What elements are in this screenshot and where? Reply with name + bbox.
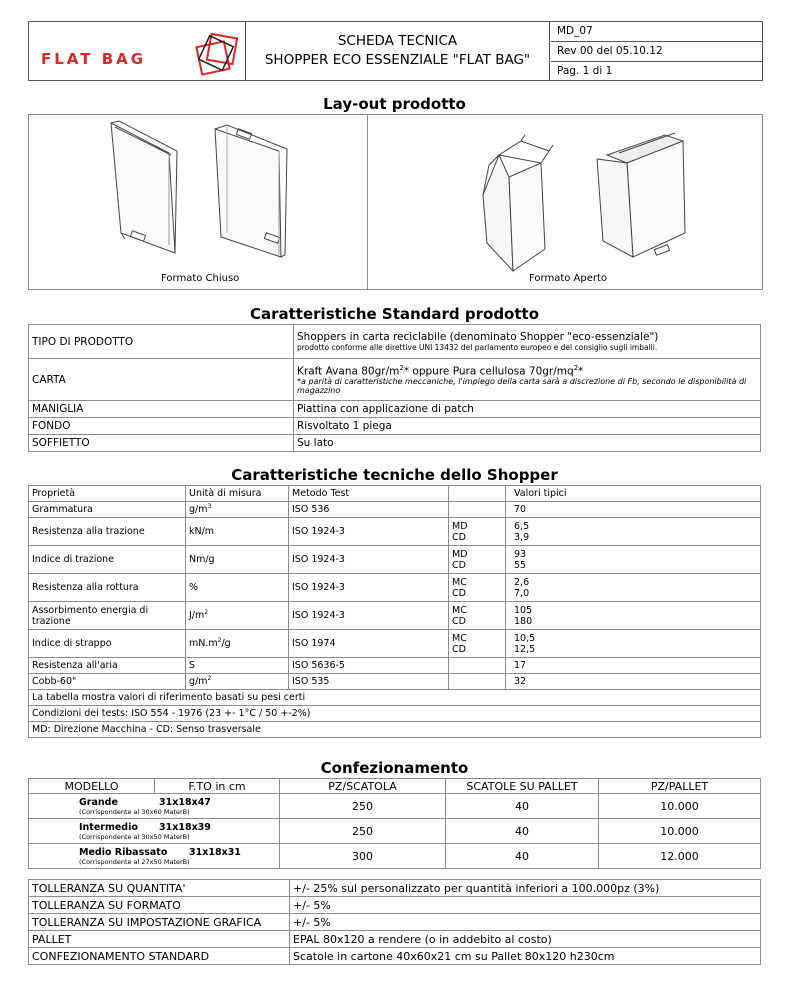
table-header-row	[29, 486, 761, 502]
std-note: *a parità di caratteristiche meccaniche, l'impiego della carta sarà a discrezione di Fb, secondo le disponibilità di magazzino	[297, 377, 747, 396]
doc-revision: Rev 00 del 05.10.12	[551, 42, 762, 62]
table-row: TOLLERANZA SU IMPOSTAZIONE GRAFICA +/- 5%	[29, 914, 761, 931]
footnote: La tabella mostra valori di riferimento basati su pesi certi	[29, 690, 761, 706]
section-title-tech: Caratteristiche tecniche dello Shopper	[231, 466, 558, 484]
table-row: Grande 31x18x47 (Corrispondente al 30x60 MaterB) 250 40 10.000	[29, 794, 761, 819]
std-value: Kraft Avana $80gr/m^2*$ oppure Pura cellulosa $70gr/mq^2*$	[297, 363, 584, 378]
std-label: CARTA	[29, 359, 294, 401]
logo-cell	[29, 22, 246, 80]
table-row	[29, 690, 761, 706]
title-line-1: SCHEDA TECNICA	[337, 33, 458, 49]
column-header: MODELLO	[29, 779, 155, 794]
std-value: Piattina con applicazione di patch	[294, 401, 761, 418]
closed-bag-illustration	[89, 115, 329, 275]
column-header: Valori tipici	[506, 486, 761, 502]
table-row: Indice di strappo $mN.m^2/g$ ISO 1974 MC CD 10,5 12,5	[29, 630, 761, 658]
column-header	[449, 486, 506, 502]
section-title-layout: Lay-out prodotto	[323, 95, 466, 113]
std-label: TIPO DI PRODOTTO	[29, 325, 294, 359]
table-row: Resistenza alla rottura % ISO 1924-3 MC CD 2,6 7,0	[29, 574, 761, 602]
technical-characteristics-table	[28, 485, 761, 738]
logo-text: FLAT BAG	[41, 50, 147, 68]
table-row	[29, 435, 761, 452]
column-header: Unità di misura	[186, 486, 289, 502]
table-row: Medio Ribassato 31x18x31 (Corrispondente al 27x50 MaterB) 300 40 12.000	[29, 844, 761, 869]
tolerances-table	[28, 879, 761, 965]
doc-page: Pag. 1 di 1	[557, 65, 613, 77]
caption-open: Formato Aperto	[529, 273, 608, 284]
document-meta	[551, 22, 762, 80]
table-row: CONFEZIONAMENTO STANDARD Scatole in cartone 40x60x21 cm su Pallet 80x120 h230cm	[29, 948, 761, 965]
table-row: PALLET EPAL 80x120 a rendere (o in addebito al costo)	[29, 931, 761, 948]
footnote: MD: Direzione Macchina - CD: Senso trasversale	[29, 722, 761, 738]
table-row	[29, 325, 761, 359]
table-row: Intermedio 31x18x39 (Corrispondente al 30x50 MaterB) 250 40 10.000	[29, 819, 761, 844]
section-title-packaging: Confezionamento	[320, 759, 469, 777]
flat-bag-logo	[29, 22, 245, 80]
table-row: Resistenza all'aria S ISO 5636-5 17	[29, 658, 761, 674]
column-header: Metodo Test	[289, 486, 449, 502]
title-line-2: SHOPPER ECO ESSENZIALE "FLAT BAG"	[264, 52, 531, 68]
table-row	[29, 359, 761, 401]
table-row: Grammatura $g/m^3$ ISO 536 70	[29, 502, 761, 518]
std-label: MANIGLIA	[29, 401, 294, 418]
std-label: SOFFIETTO	[29, 435, 294, 452]
table-row: Assorbimento energia di trazione $J/m^2$ ISO 1924-3 MC CD 105 180	[29, 602, 761, 630]
layout-product-box	[28, 114, 763, 290]
table-row	[29, 418, 761, 435]
std-note: prodotto conforme alle direttive UNI 13432 del parlamento europeo e del consiglio sugli imballi.	[297, 343, 658, 352]
table-row	[29, 722, 761, 738]
doc-code: MD_07	[551, 22, 762, 42]
std-value: Shoppers in carta reciclabile (denominato Shopper "eco-essenziale")	[297, 331, 659, 343]
column-header: SCATOLE SU PALLET	[446, 779, 599, 794]
section-title-standard: Caratteristiche Standard prodotto	[249, 305, 540, 323]
table-row: Cobb-60" $g/m^2$ ISO 535 32	[29, 674, 761, 690]
column-header: PZ/SCATOLA	[280, 779, 446, 794]
std-label: FONDO	[29, 418, 294, 435]
document-title	[246, 22, 550, 80]
table-row	[29, 706, 761, 722]
caption-closed: Formato Chiuso	[161, 273, 240, 284]
table-row	[29, 401, 761, 418]
std-value: Risvoltato 1 piega	[294, 418, 761, 435]
column-header: Proprietà	[29, 486, 186, 502]
table-row: Resistenza alla trazione kN/m ISO 1924-3 MD CD 6,5 3,9	[29, 518, 761, 546]
footnote: Condizioni dei tests: ISO 554 - 1976 (23 +- 1°C / 50 +-2%)	[29, 706, 761, 722]
table-row: Indice di trazione Nm/g ISO 1924-3 MD CD 93 55	[29, 546, 761, 574]
column-header: PZ/PALLET	[599, 779, 761, 794]
packaging-table	[28, 778, 761, 869]
open-bag-illustration	[469, 115, 699, 275]
column-header: F.TO in cm	[155, 779, 280, 794]
table-row: TOLLERANZA SU FORMATO +/- 5%	[29, 897, 761, 914]
standard-characteristics-table	[28, 324, 761, 452]
std-value: Su lato	[294, 435, 761, 452]
table-header-row	[29, 779, 761, 794]
table-row: TOLLERANZA SU QUANTITA' +/- 25% sul personalizzato per quantità inferiori a 100.000pz (3%)	[29, 880, 761, 897]
document-header	[28, 21, 763, 81]
